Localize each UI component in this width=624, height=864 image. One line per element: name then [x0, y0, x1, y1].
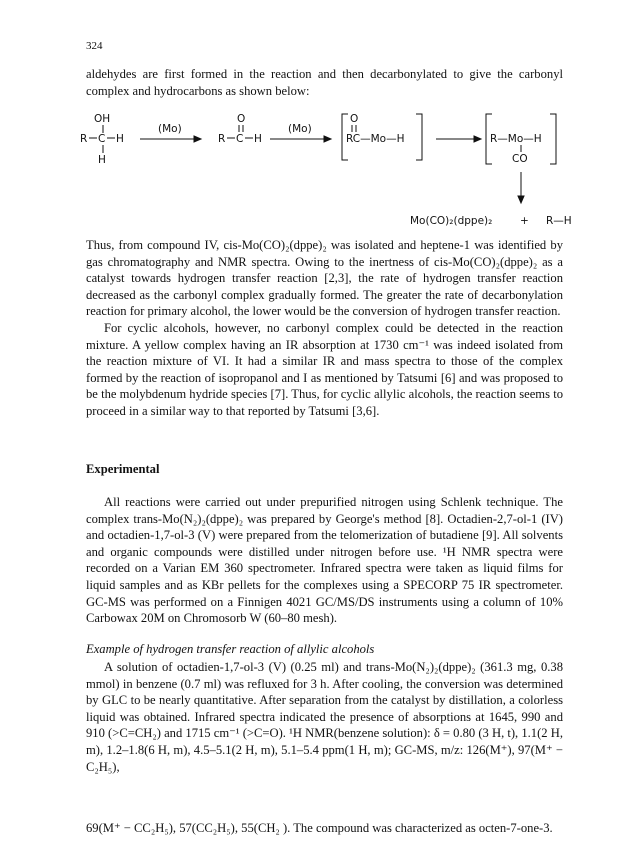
scheme-h3: H [254, 133, 262, 145]
paragraph-3: All reactions were carried out under prepurified nitrogen using Schlenk technique. The complex trans-Mo(N₂)₂(dppe)₂ was prepared by George's method [8]. Octadien-2,7-ol-1 (IV) and octadien-1,7-ol-3 (V) were prepared from the telomerization of butadiene [9]. All solvents and organic compounds were distilled under nitrogen before use. ¹H NMR spectra were recorded on a Varian EM 360 spectrometer. Infrared spectra were taken as liquid films for liquid samples and as KBr pellets for the complexes using a SPECORP 75 IR spectrometer. GC-MS was performed on a Finnigen 4021 GC/MS/DS instruments using a column of 10% Carbowax 20M on Chromosorb W (60–80 mesh). [86, 495, 563, 626]
intro-text: aldehydes are first formed in the reaction and then decarbonylated to give the carbonyl complex and hydrocarbons as shown below: [86, 67, 563, 98]
scheme-r1: R [80, 133, 88, 145]
paragraph-4: A solution of octadien-1,7-ol-3 (V) (0.25 ml) and trans-Mo(N₂)₂(dppe)₂ (361.3 mg, 0.38 mmol) in benzene (0.7 ml) was refluxed for 3 h. After cooling, the conversion was determined by GLC to be nearly quantitative. After separation from the catalyst by distillation, a colorless liquid was obtained. Infrared spectra indicated the presence of absorptions at 1645, 990 and 910 (>C=CH₂) and 1715 cm⁻¹ (>C=O). ¹H NMR(benzene solution): δ = 0.80 (3 H, t), 1.1(2 H, m), 1.2–1.8(6 H, m), 4.5–5.1(2 H, m), 5.1–5.4 ppm(1 H, m); GC-MS, m/z: 126(M⁺), 97(M⁺ − C₂H₅), [86, 660, 563, 774]
scheme-h1: H [116, 133, 124, 145]
arrow-3-head [474, 136, 481, 142]
section-heading-experimental: Experimental [86, 462, 160, 476]
scheme-oh: OH [94, 113, 111, 125]
body-text-2 [86, 494, 563, 627]
subsection-heading: Example of hydrogen transfer reaction of allylic alcohols [86, 642, 375, 656]
paragraph-1: Thus, from compound IV, cis-Mo(CO)₂(dppe)₂ was isolated and heptene-1 was identified by gas chromatography and NMR spectra. Owing to the inertness of cis-Mo(CO)₂(dppe)₂ as a catalyst towards hydrogen transfer reaction [2,3], the rate of hydrogen transfer reaction decreased as the carbonyl complex gradually formed. The greater the rate of decarbonylation reaction for primary alcohol, the lower would be the conversion of hydrogen transfer reaction. [86, 238, 563, 319]
scheme-h2: H [98, 154, 106, 166]
body-text-4 [86, 820, 563, 837]
scheme-condition-2: (Mo) [288, 123, 312, 135]
scheme-r2: R [218, 133, 226, 145]
bracket-1-right [416, 114, 422, 160]
scheme-o2: O [350, 113, 359, 125]
scheme-c1: C [98, 133, 106, 145]
scheme-intermediate-1: RC—Mo—H [346, 133, 405, 145]
arrow-2-head [324, 136, 331, 142]
arrow-down-head [518, 196, 524, 203]
scheme-condition-1: (Mo) [158, 123, 182, 135]
page-number: 324 [86, 40, 103, 52]
body-text-3 [86, 659, 563, 775]
scheme-product-2: R—H [546, 215, 572, 227]
scheme-o1: O [237, 113, 246, 125]
scheme-product: Mo(CO)₂(dppe)₂ [410, 215, 493, 227]
scheme-co: CO [512, 153, 528, 165]
paragraph-2: For cyclic alcohols, however, no carbonyl complex could be detected in the reaction mixture. A yellow complex having an IR absorption at 1730 cm⁻¹ was indeed isolated from the reaction mixture of VI. It had a similar IR and mass spectra to those of the complex formed by the reaction of isopropanol and I as mentioned by Tatsumi [6] and was proposed to be the molybdenum hydride species [7]. Thus, for cyclic allylic alcohols, the reaction seems to proceed in a similar way to that reported by Tatsumi [3,6]. [86, 320, 563, 418]
scheme-plus: + [520, 215, 529, 227]
paragraph-5: 69(M⁺ − CC₂H₅), 57(CC₂H₅), 55(CH₂ ). The compound was characterized as octen-7-one-3. [86, 821, 553, 835]
body-text-1 [86, 237, 563, 420]
reaction-scheme [80, 112, 580, 230]
arrow-1-head [194, 136, 201, 142]
intro-paragraph [86, 66, 563, 99]
bracket-2-right [550, 114, 556, 164]
scheme-intermediate-2: R—Mo—H [490, 133, 542, 145]
scheme-c2: C [236, 133, 244, 145]
